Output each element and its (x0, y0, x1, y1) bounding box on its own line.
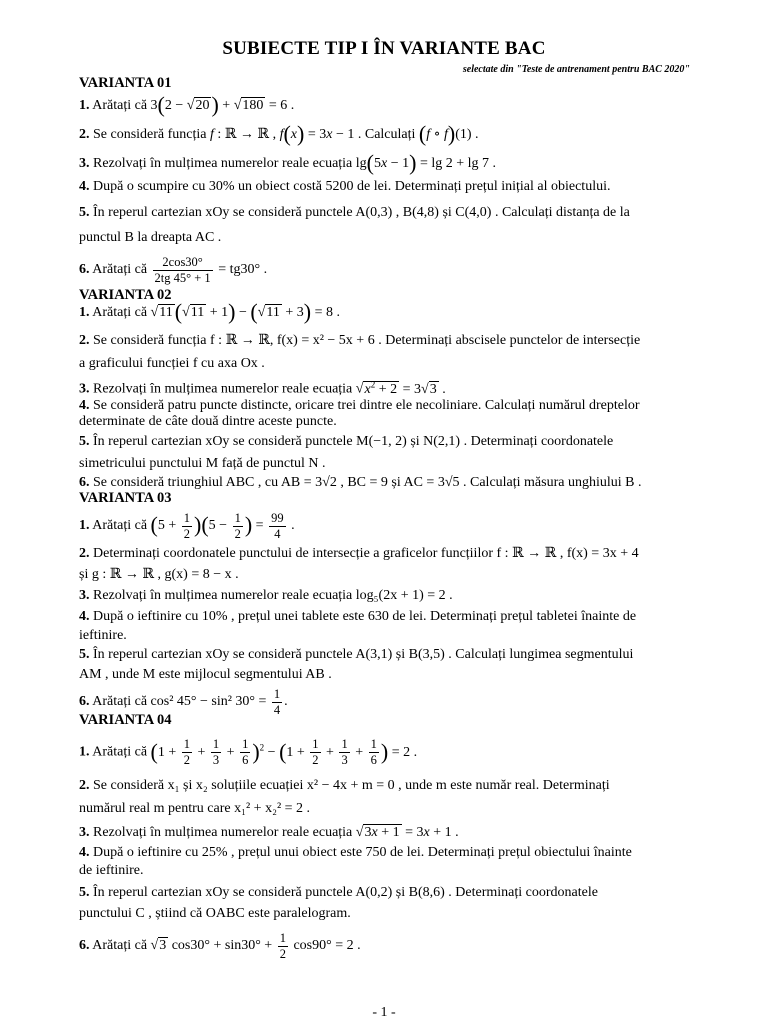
math-expression: √3 cos30° + sin30° + $\frac{1}{2}$ cos90° = 2 . (150, 931, 361, 961)
math-expression: √11(√11 + 1) − (√11 + 3) = 8 . (150, 299, 340, 324)
page-subtitle: selectate din "Teste de antrenament pentru BAC 2020" (462, 64, 690, 75)
problem-number: 5. (79, 647, 90, 662)
problem-continuation: numărul real m pentru care x₁² + x₂² = 2 . (79, 801, 311, 816)
problem-number: 5. (79, 885, 90, 900)
problem (79, 824, 459, 842)
problem-number: 4. (79, 398, 90, 413)
problem-number: 3. (79, 588, 90, 603)
problem-text: Rezolvați în mulțimea numerelor reale ecuația (93, 588, 353, 603)
problem-number: 2. (79, 778, 90, 793)
problem-continuation: punctului C , știind că OABC este paralelogram. (79, 906, 351, 921)
problem-text: După o scumpire cu 30% un obiect costă 5200 de lei. Determinați prețul inițial al obiectului. (93, 179, 611, 194)
math-expression: log₅(2x + 1) = 2 . (355, 588, 453, 603)
problem-text: După o ieftinire cu 10% , prețul unei tablete este 630 de lei. Determinați prețul tabletei înainte de (93, 609, 637, 624)
problem-continuation: determinate de câte două dintre aceste puncte. (79, 414, 337, 429)
problem: 6. Arătați că cos² 45° − sin² 30° = $\frac{1}{4}$ . (79, 687, 288, 717)
fraction: $\frac{1}{4}$ (273, 687, 281, 717)
problem-number: 6. (79, 694, 90, 710)
problem (79, 256, 267, 284)
page-number: - 1 - (372, 1005, 396, 1020)
problem-text: Determinați coordonatele punctului de intersecție a graficelor funcțiilor f : ℝ → ℝ , f(x) = 3x + 4 (93, 546, 639, 561)
problem-number: 1. (79, 744, 90, 760)
problem (79, 545, 639, 563)
problem-number: 4. (79, 609, 90, 624)
problem-text: Arătați că (92, 694, 148, 710)
problem-number: 3. (79, 825, 90, 840)
problem (79, 777, 610, 795)
problem-text: Arătați că (92, 98, 148, 113)
problem-text: Se consideră x₁ și x₂ soluțiile ecuației x² − 4x + m = 0 , unde m este număr real. Determinați (93, 778, 610, 793)
math-expression: $√x^2 + 2 = 3√3$ . (355, 379, 446, 397)
problem-continuation: ieftinire. (79, 628, 127, 643)
problem-number: 2. (79, 127, 90, 142)
math-expression: 3(2 − √20) + √180 = 6 . (150, 92, 295, 117)
math-expression: (5 + $\frac{1}{2}$ )(5 − $\frac{1}{2}$ ) = $\frac{99}{4}$ . (150, 511, 295, 541)
variant-heading: VARIANTA 01 (79, 75, 172, 91)
problem-text: Se consideră funcția (93, 127, 207, 142)
problem (79, 178, 610, 196)
problem-number: 1. (79, 518, 90, 534)
problem-number: 3. (79, 156, 90, 171)
problem-text: Se consideră funcția f : ℝ → ℝ, f(x) = x² − 5x + 6 . Determinați abscisele punctelor de intersecție (93, 333, 641, 348)
problem-number: 6. (79, 262, 90, 278)
problem-text: Arătați că (92, 518, 148, 534)
problem-number: 6. (79, 938, 90, 954)
problem (79, 375, 446, 399)
problem-number: 3. (79, 381, 90, 397)
problem-text: În reperul cartezian xOy se consideră punctele M(−1, 2) și N(2,1) . Determinați coordonatele (93, 434, 614, 449)
problem-number: 6. (79, 475, 90, 490)
problem (79, 332, 640, 350)
problem-continuation: AM , unde M este mijlocul segmentului AB . (79, 667, 332, 682)
problem-number: 2. (79, 333, 90, 348)
problem-text: În reperul cartezian xOy se consideră punctele A(3,1) și B(3,5) . Calculați lungimea segmentului (93, 647, 634, 662)
problem (79, 608, 636, 626)
problem-continuation: a graficului funcției f cu axa Ox . (79, 356, 265, 371)
math-expression: cos² 45° − sin² 30° = (150, 694, 267, 710)
problem-continuation: de ieftinire. (79, 863, 144, 878)
fraction: $\frac{2\cos 30^\circ}{2tg 45^\circ + 1}$ (154, 255, 211, 285)
problem (79, 587, 453, 605)
problem (79, 884, 598, 902)
math-expression: (1 + $\frac{1}{2}$ + $\frac{1}{3}$ + $\frac{1}{6}$ )$^2$ − (1 + $\frac{1}{2}$ + $\frac{1}{3}$ + $\frac{1}{6}$ ) = 2 . (150, 737, 418, 767)
problem (79, 121, 479, 146)
variant-heading: VARIANTA 03 (79, 490, 172, 506)
problem (79, 150, 497, 175)
problem-text: Arătați că (92, 744, 148, 760)
problem-text: După o ieftinire cu 25% , prețul unui obiect este 750 de lei. Determinați prețul obiectului înainte (93, 845, 632, 860)
problem-text: Se consideră patru puncte distincte, oricare trei dintre ele necoliniare. Calculați numărul dreptelor (93, 398, 640, 413)
problem-text: Arătați că (92, 262, 148, 278)
problem-text: Se consideră triunghiul ABC , cu AB = 3√2 , BC = 9 și AC = 3√5 . Calculați măsura unghiului B . (93, 475, 642, 490)
problem (79, 92, 295, 117)
math-expression: lg(5x − 1) = lg 2 + lg 7 . (355, 150, 497, 175)
problem-number: 5. (79, 205, 90, 220)
problem (79, 433, 613, 451)
problem (79, 512, 295, 540)
problem (79, 646, 633, 664)
problem (79, 738, 417, 766)
problem-number: 1. (79, 305, 90, 320)
problem (79, 932, 361, 960)
problem-text: Rezolvați în mulțimea numerelor reale ecuația (93, 825, 353, 840)
problem-continuation: simetricului punctului M față de punctul N . (79, 456, 326, 471)
problem-text: Arătați că (92, 305, 148, 320)
problem-text: Rezolvați în mulțimea numerelor reale ecuația (93, 381, 353, 397)
problem-text: În reperul cartezian xOy se consideră punctele A(0,3) , B(4,8) și C(4,0) . Calculați distanța de la (93, 205, 630, 220)
problem-text: În reperul cartezian xOy se consideră punctele A(0,2) și B(8,6) . Determinați coordonatele (93, 885, 598, 900)
problem-number: 4. (79, 845, 90, 860)
math-expression: = tg30° . (218, 262, 268, 278)
math-expression: √3x + 1 = 3x + 1 . (355, 825, 459, 840)
problem (79, 204, 630, 222)
problem (79, 299, 340, 324)
problem-text: Arătați că (92, 938, 148, 954)
problem-number: 4. (79, 179, 90, 194)
problem-number: 1. (79, 98, 90, 113)
math-expression: f : ℝ → ℝ , f(x) = 3x − 1 . Calculați (f ∘ f)(1) . (210, 121, 479, 146)
problem-number: 2. (79, 546, 90, 561)
problem-continuation: și g : ℝ → ℝ , g(x) = 8 − x . (79, 567, 239, 582)
problem-text: Rezolvați în mulțimea numerelor reale ecuația (93, 156, 353, 171)
variant-heading: VARIANTA 02 (79, 287, 172, 303)
problem-continuation: punctul B la dreapta AC . (79, 230, 222, 245)
problem (79, 844, 632, 862)
problem-number: 5. (79, 434, 90, 449)
variant-heading: VARIANTA 04 (79, 712, 172, 728)
page-title: SUBIECTE TIP I ÎN VARIANTE BAC (222, 38, 546, 59)
